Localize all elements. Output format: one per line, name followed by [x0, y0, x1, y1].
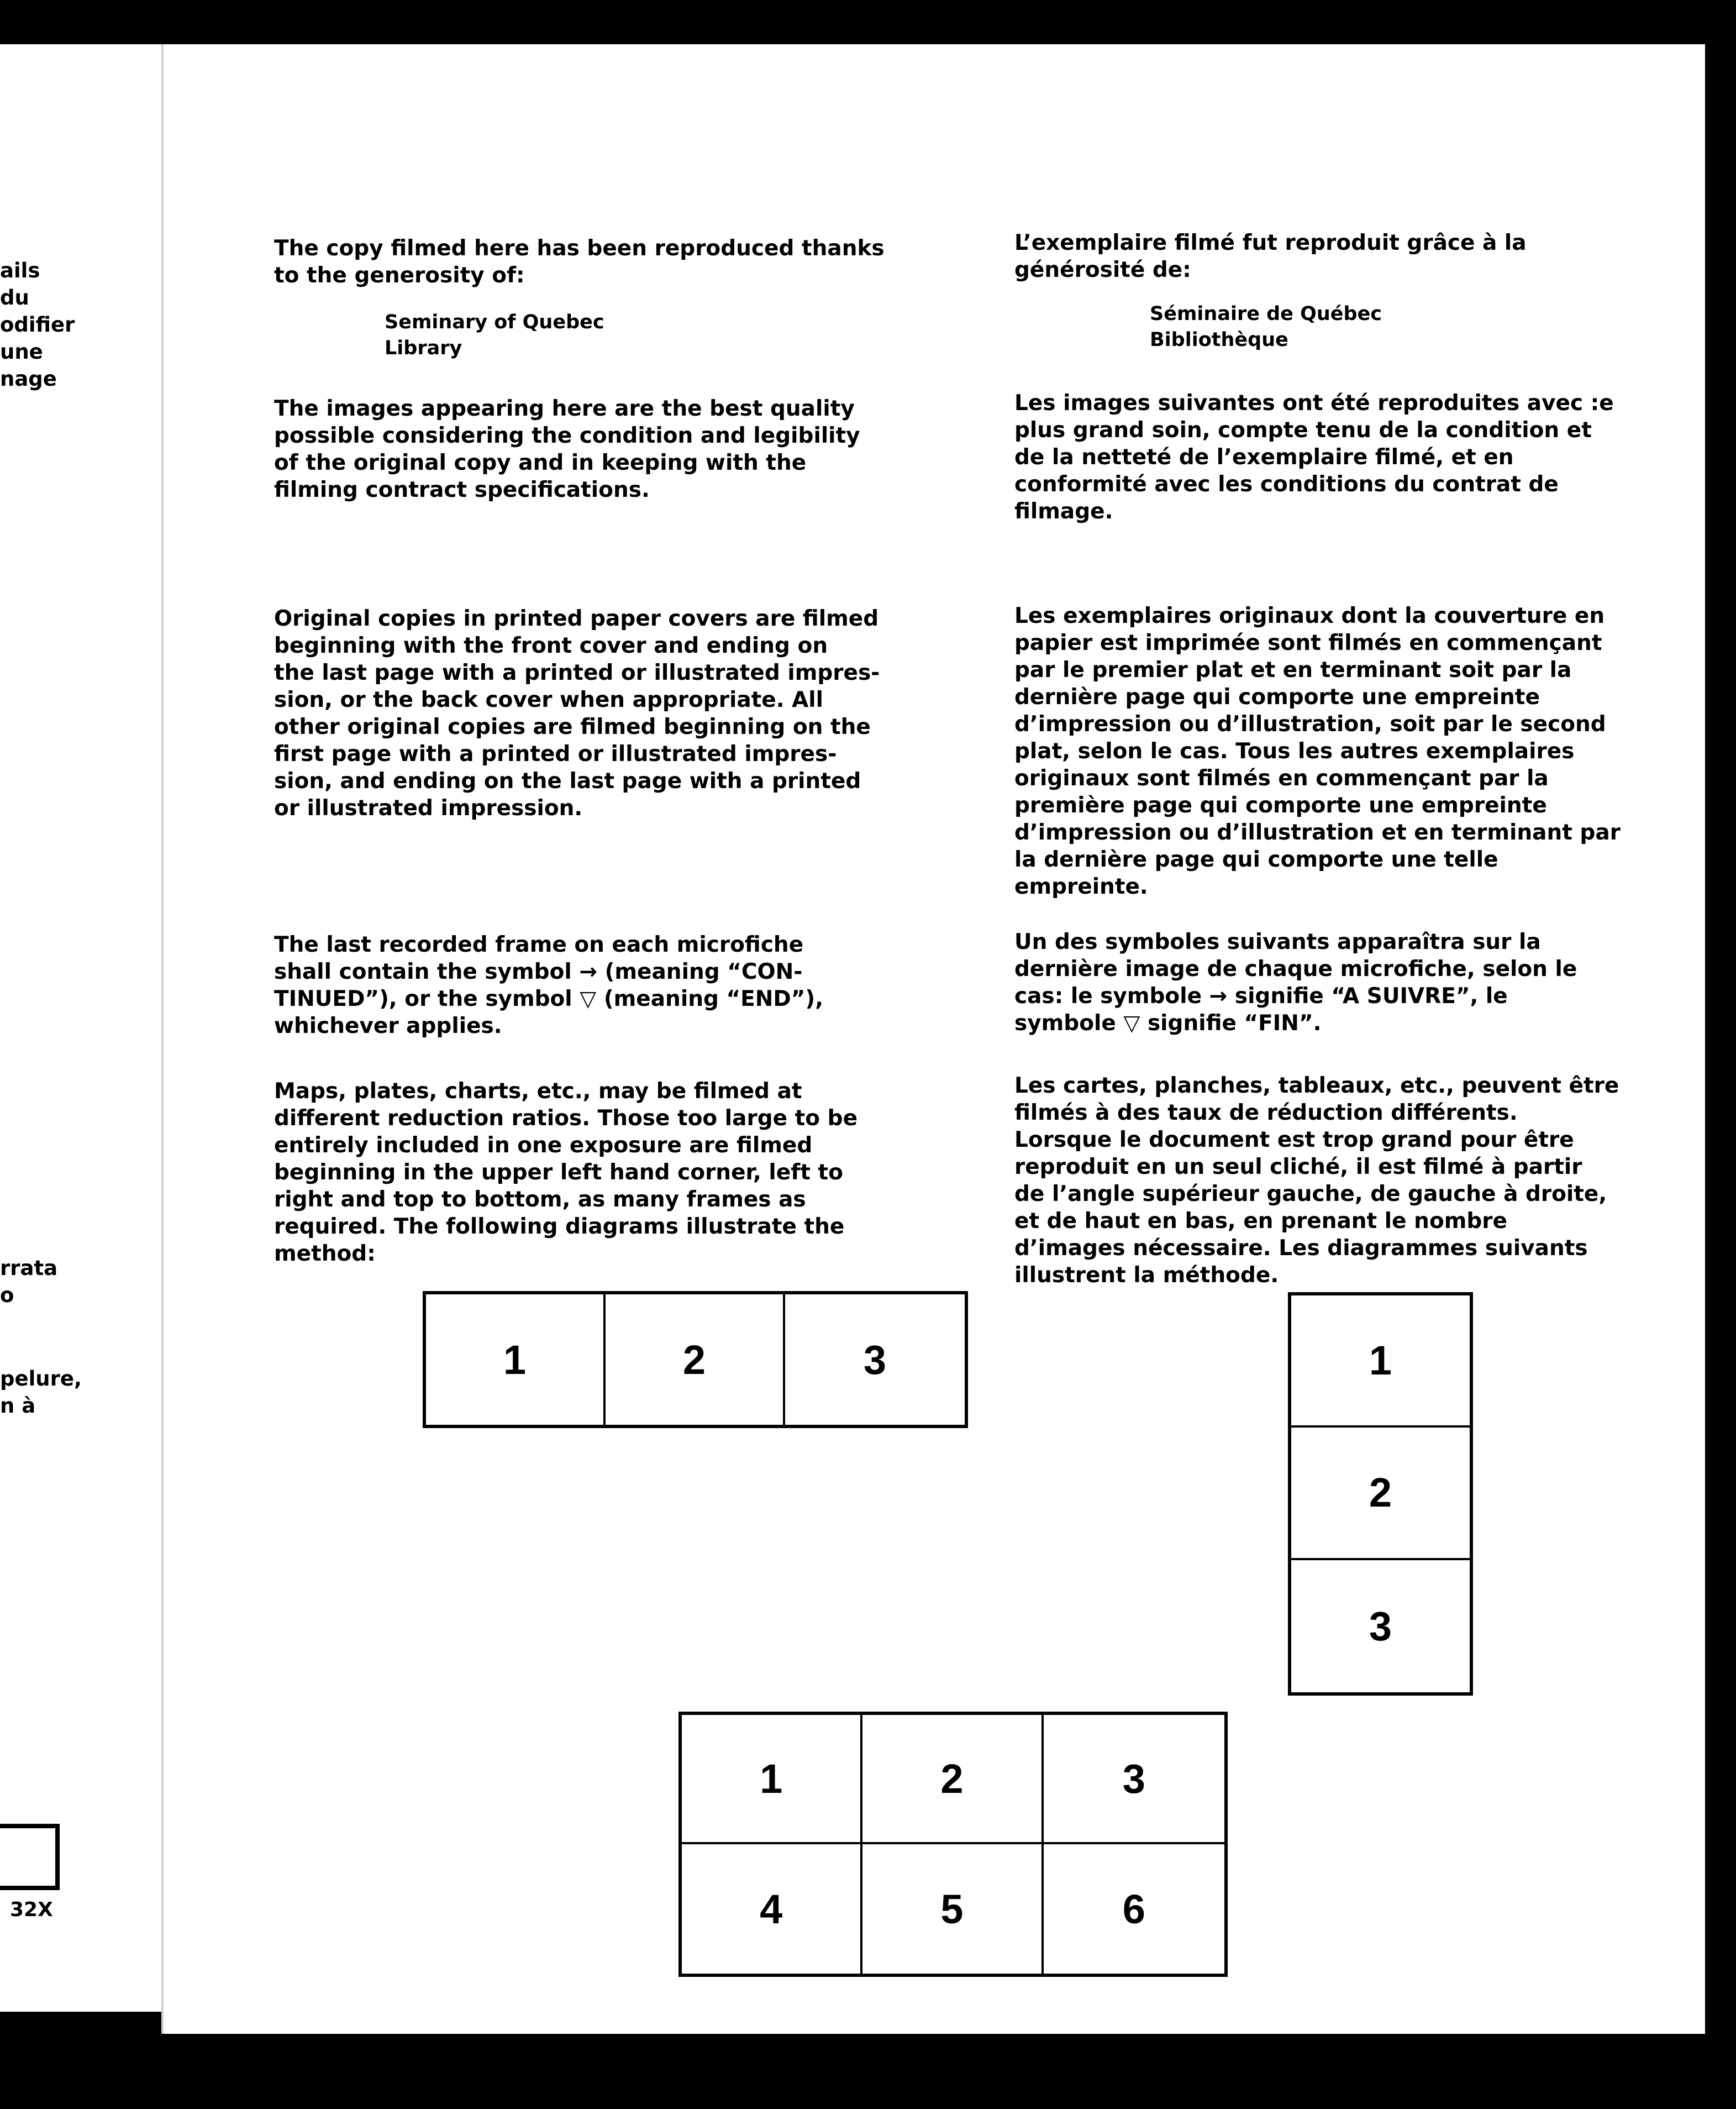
- frame-cell: 3: [1044, 1715, 1224, 1844]
- frame-cell: 1: [682, 1715, 862, 1844]
- reduction-label: 32X: [10, 1898, 53, 1921]
- previous-page-edge: [0, 44, 182, 2012]
- frame-cell: 3: [1369, 1603, 1392, 1649]
- english-covers-paragraph: Original copies in printed paper covers are filmed beginning with the front cover and ending on the last page with a printed or illustrated impres- sion, or the back cover when appropriate. All other original copies are filmed beginning on the first page with a printed or illustrated impres- sion, and ending on the last page with a printed or illustrated impression.: [274, 606, 880, 821]
- previous-page-fragment: une: [0, 340, 43, 364]
- previous-page-fragment: nage: [0, 367, 57, 391]
- horizontal-frames-diagram: [423, 1291, 968, 1428]
- frame-cell: 2: [606, 1294, 785, 1425]
- previous-page-fragment: rrata: [0, 1256, 58, 1280]
- frame-cell: 6: [1122, 1886, 1145, 1932]
- french-maps-paragraph: Les cartes, planches, tableaux, etc., peuvent être filmés à des taux de réduction différents. Lorsque le document est trop grand pour être reproduit en un seul cliché, il est filmé à partir de l’angle supérieur gauche, de gauche à droite, et de haut en bas, en prenant le nombre d’images nécessaire. Les diagrammes suivants illustrent la méthode.: [1014, 1073, 1619, 1288]
- english-quality-paragraph: The images appearing here are the best quality possible considering the condition and legibility of the original copy and in keeping with the filming contract specifications.: [274, 396, 860, 502]
- frame-cell: 4: [682, 1844, 862, 1974]
- english-symbols-paragraph: The last recorded frame on each microfiche shall contain the symbol → (meaning “CON- TINUED”), or the symbol ▽ (meaning “END”), whichever applies.: [274, 932, 824, 1038]
- frame-cell: 1: [426, 1294, 606, 1425]
- previous-page-fragment: pelure,: [0, 1367, 82, 1391]
- french-symbols-paragraph: Un des symboles suivants apparaîtra sur la dernière image de chaque microfiche, selon le cas: le symbole → signifie “A SUIVRE”, le symbole ▽ signifie “FIN”.: [1014, 930, 1577, 1036]
- french-quality-paragraph: Les images suivantes ont été reproduites avec :e plus grand soin, compte tenu de la condition et de la netteté de l’exemplaire filmé, et en conformité avec les conditions du contrat de filmage.: [1014, 391, 1614, 524]
- previous-page-fragment: o: [0, 1283, 14, 1307]
- frame-cell: 5: [862, 1844, 1043, 1974]
- french-library-name: Séminaire de Québec Bibliothèque: [1150, 303, 1382, 351]
- previous-page-fragment: ails: [0, 259, 40, 282]
- frame-cell: 2: [1291, 1428, 1470, 1560]
- reduction-box: [0, 1824, 60, 1890]
- previous-page-fragment: n à: [0, 1394, 36, 1418]
- english-maps-paragraph: Maps, plates, charts, etc., may be filmed at different reduction ratios. Those too large to be entirely included in one exposure are filmed beginning in the upper left hand corner, left to right and top to bottom, as many frames as required. The following diagrams illustrate the method:: [274, 1079, 858, 1266]
- previous-page-fragment: du: [0, 286, 29, 309]
- english-library-name: Seminary of Quebec Library: [385, 311, 604, 359]
- microfilm-notice-page: [161, 44, 1705, 2034]
- previous-page-fragment: odifier: [0, 313, 75, 337]
- frame-cell: 2: [862, 1715, 1043, 1844]
- frame-cell: 3: [863, 1336, 887, 1383]
- frame-cell: 1: [1291, 1295, 1470, 1428]
- vertical-frames-diagram: [1288, 1292, 1473, 1696]
- english-intro: The copy filmed here has been reproduced thanks to the generosity of:: [274, 236, 885, 288]
- french-intro: L’exemplaire filmé fut reproduit grâce à la générosité de:: [1014, 230, 1527, 282]
- grid-frames-diagram: [678, 1712, 1228, 1977]
- french-covers-paragraph: Les exemplaires originaux dont la couverture en papier est imprimée sont filmés en commençant par le premier plat et en terminant soit par la dernière page qui comporte une empreinte d’impression ou d’illustration, soit par le second plat, selon le cas. Tous les autres exemplaires originaux sont filmés en commençant par la première page qui comporte une empreinte d’impression ou d’illustration et en terminant par la dernière page qui comporte une telle empreinte.: [1014, 604, 1621, 899]
